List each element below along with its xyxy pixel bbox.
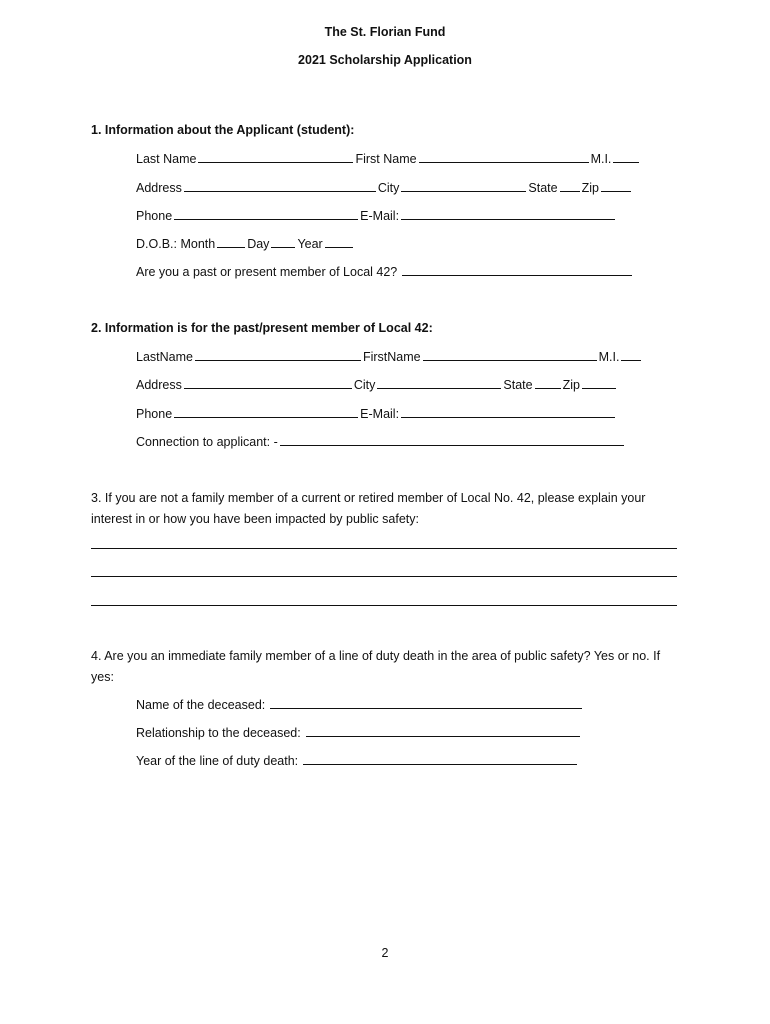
org-title: The St. Florian Fund bbox=[324, 25, 446, 39]
city-label: City bbox=[377, 181, 400, 195]
applicant-dob-row bbox=[136, 236, 355, 251]
deceased-name-field[interactable] bbox=[270, 697, 582, 709]
member-contact-row bbox=[136, 406, 617, 421]
death-year-field[interactable] bbox=[303, 753, 577, 765]
relationship-label: Relationship to the deceased: bbox=[136, 726, 301, 740]
applicant-name-row bbox=[136, 151, 641, 166]
relationship-row bbox=[136, 725, 582, 740]
member-zip-label: Zip bbox=[562, 378, 580, 392]
member-email-field[interactable] bbox=[401, 406, 615, 418]
phone-label: Phone bbox=[136, 209, 173, 223]
interest-answer-line-2[interactable] bbox=[91, 576, 677, 577]
relationship-field[interactable] bbox=[306, 725, 580, 737]
member-answer-field[interactable] bbox=[402, 264, 632, 276]
member-address-label: Address bbox=[136, 378, 182, 392]
deceased-name-row bbox=[136, 697, 584, 712]
dob-month-field[interactable] bbox=[217, 236, 245, 248]
section4-question: 4. Are you an immediate family member of a line of duty death in the area of public safety? Yes or no. If yes: bbox=[91, 649, 661, 684]
applicant-contact-row bbox=[136, 208, 617, 223]
deceased-name-label: Name of the deceased: bbox=[136, 698, 266, 712]
last-name-label: Last Name bbox=[136, 152, 197, 166]
applicant-city-field[interactable] bbox=[401, 180, 526, 192]
interest-answer-line-1[interactable] bbox=[91, 548, 677, 549]
mi-label: M.I. bbox=[590, 152, 612, 166]
connection-row bbox=[136, 434, 626, 449]
applicant-phone-field[interactable] bbox=[174, 208, 358, 220]
connection-field[interactable] bbox=[280, 434, 624, 446]
member-question-row bbox=[136, 264, 634, 279]
death-year-label: Year of the line of duty death: bbox=[136, 754, 299, 768]
applicant-address-row bbox=[136, 180, 633, 195]
member-last-name-label: LastName bbox=[136, 350, 193, 364]
applicant-last-name-field[interactable] bbox=[198, 151, 353, 163]
member-first-name-field[interactable] bbox=[423, 349, 597, 361]
dob-month-label: D.O.B.: Month bbox=[136, 237, 216, 251]
dob-day-field[interactable] bbox=[271, 236, 295, 248]
applicant-email-field[interactable] bbox=[401, 208, 615, 220]
member-address-field[interactable] bbox=[184, 377, 352, 389]
email-label: E-Mail: bbox=[360, 209, 400, 223]
member-phone-label: Phone bbox=[136, 407, 173, 421]
dob-day-label: Day bbox=[247, 237, 270, 251]
member-state-field[interactable] bbox=[535, 377, 561, 389]
applicant-state-field[interactable] bbox=[560, 180, 580, 192]
member-phone-field[interactable] bbox=[174, 406, 358, 418]
address-label: Address bbox=[136, 181, 182, 195]
state-label: State bbox=[528, 181, 558, 195]
member-email-label: E-Mail: bbox=[360, 407, 400, 421]
form-title: 2021 Scholarship Application bbox=[298, 53, 472, 67]
member-mi-label: M.I. bbox=[598, 350, 620, 364]
member-name-row bbox=[136, 349, 643, 364]
dob-year-label: Year bbox=[297, 237, 323, 251]
first-name-label: First Name bbox=[355, 152, 417, 166]
section3-question: 3. If you are not a family member of a current or retired member of Local No. 42, please explain your interest in or how you have been impacted by public safety: bbox=[91, 491, 646, 526]
member-question-label: Are you a past or present member of Local 42? bbox=[136, 265, 398, 279]
dob-year-field[interactable] bbox=[325, 236, 353, 248]
member-state-label: State bbox=[503, 378, 533, 392]
member-mi-field[interactable] bbox=[621, 349, 641, 361]
death-year-row bbox=[136, 753, 579, 768]
page-number: 2 bbox=[381, 946, 389, 960]
interest-answer-line-3[interactable] bbox=[91, 605, 677, 606]
member-city-field[interactable] bbox=[377, 377, 501, 389]
member-first-name-label: FirstName bbox=[362, 350, 421, 364]
member-address-row bbox=[136, 377, 618, 392]
section1-heading: 1. Information about the Applicant (student): bbox=[91, 123, 355, 137]
section2-heading: 2. Information is for the past/present member of Local 42: bbox=[91, 321, 433, 335]
applicant-first-name-field[interactable] bbox=[419, 151, 589, 163]
member-zip-field[interactable] bbox=[582, 377, 616, 389]
applicant-zip-field[interactable] bbox=[601, 180, 631, 192]
applicant-address-field[interactable] bbox=[184, 180, 376, 192]
member-last-name-field[interactable] bbox=[195, 349, 361, 361]
zip-label: Zip bbox=[581, 181, 599, 195]
member-city-label: City bbox=[353, 378, 376, 392]
connection-label: Connection to applicant: - bbox=[136, 435, 278, 449]
applicant-mi-field[interactable] bbox=[613, 151, 639, 163]
